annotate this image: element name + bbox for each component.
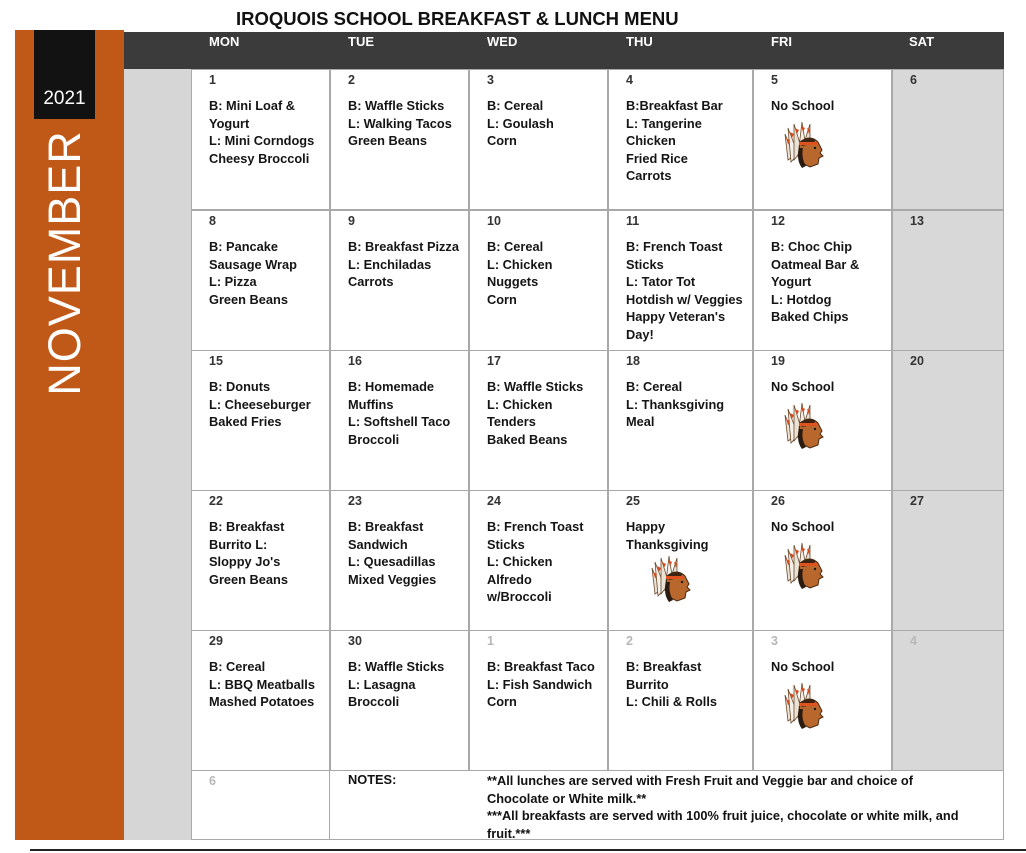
day-number: 19 [771,354,785,368]
menu-line: Mixed Veggies [348,571,437,587]
day-number: 20 [910,354,924,368]
day-number: 4 [626,73,633,87]
menu-text [348,238,466,291]
day-cell [608,210,753,351]
weekday-mon: MON [209,34,240,49]
menu-line: Broccoli [348,431,400,447]
menu-line: B: French Toast [487,519,584,534]
day-cell [330,490,469,631]
menu-text [209,238,327,308]
menu-text [771,658,889,676]
menu-line: B: Cereal [209,659,266,674]
menu-line: Meal [626,414,655,429]
menu-text [348,97,466,150]
day-number: 29 [209,634,223,648]
menu-line: Mashed Potatoes [209,694,315,709]
day-cell [753,69,892,210]
day-cell [892,350,1004,491]
menu-line: L: Cheeseburger [209,396,311,412]
menu-line: Alfredo [487,571,532,587]
day-number: 11 [626,214,640,228]
menu-line: Sticks [487,536,525,552]
menu-text [487,378,605,448]
day-cell [330,69,469,210]
mascot-logo-icon [782,401,832,451]
menu-line: B: Cereal [626,379,683,394]
menu-line: B: Breakfast Pizza [348,239,459,254]
menu-line: Burrito [626,676,669,692]
day-number: 4 [910,634,917,648]
menu-line: Baked Beans [487,431,568,447]
menu-line: B: Breakfast [209,519,285,534]
day-number: 26 [771,494,785,508]
day-number: 1 [487,634,494,648]
day-cell [608,630,753,771]
menu-line: L: Lasagna [348,676,416,692]
menu-line: Baked Chips [771,309,849,324]
menu-line: L: Chicken [487,256,553,272]
day-cell [191,210,330,351]
notes-text [487,772,997,842]
day-number: 17 [487,354,501,368]
menu-line: L: Enchiladas [348,256,432,272]
day-number: 2 [626,634,633,648]
menu-line: L: Tangerine [626,115,702,131]
menu-line: Yogurt [209,115,250,131]
mascot-logo-icon [782,120,832,170]
menu-line: L: Fish Sandwich [487,676,593,692]
day-number: 2 [348,73,355,87]
day-cell [608,69,753,210]
menu-line: Sausage Wrap [209,256,297,272]
menu-text [771,518,889,536]
menu-line: w/Broccoli [487,589,552,604]
menu-line: B: Waffle Sticks [348,98,445,113]
day-cell [191,490,330,631]
day-cell [330,630,469,771]
day-cell [469,630,608,771]
menu-line: No School [771,98,835,113]
menu-text [626,238,750,343]
menu-text [209,658,327,711]
menu-line: Happy Veteran's [626,309,726,324]
day-number: 18 [626,354,640,368]
day-cell [191,350,330,491]
weekday-wed: WED [487,34,518,49]
weekday-sat: SAT [909,34,935,49]
bottom-rule [30,849,1026,851]
day-cell [753,490,892,631]
menu-text [348,658,466,711]
menu-line: L: Mini Corndogs [209,133,315,148]
menu-line: B: Breakfast Taco [487,659,595,674]
year-box [34,30,95,119]
menu-text [626,518,750,553]
day-cell [469,350,608,491]
menu-text [487,238,605,308]
menu-line: Corn [487,694,517,709]
menu-line: Broccoli [348,694,400,709]
notes-line: **All lunches are served with Fresh Fruit and Veggie bar and choice of [487,773,913,788]
menu-line: B: Breakfast [348,519,424,534]
page-title: IROQUOIS SCHOOL BREAKFAST & LUNCH MENU [236,8,679,29]
menu-text [487,97,605,150]
menu-text [626,97,750,185]
menu-line: Green Beans [348,133,427,148]
menu-line: Muffins [348,396,394,412]
menu-line: Fried Rice [626,150,688,166]
menu-line: B: Waffle Sticks [487,379,584,394]
day-cell [330,350,469,491]
menu-text [771,238,889,326]
day-cell [469,490,608,631]
day-number: 3 [771,634,778,648]
menu-line: B: Choc Chip [771,239,853,254]
menu-text [487,518,605,606]
weekday-header-bar [124,32,1004,69]
menu-text [209,378,327,431]
menu-line: L: Tator Tot [626,274,696,289]
day-number: 15 [209,354,223,368]
day-number: 6 [209,774,216,788]
day-number: 6 [910,73,917,87]
notes-line: Chocolate or White milk.** [487,790,647,806]
menu-line: Baked Fries [209,414,282,429]
day-cell-6-dec [191,770,330,840]
year-label: 2021 [43,88,86,109]
notes-line: fruit.*** [487,825,531,841]
menu-line: No School [771,379,835,394]
menu-line: B: Homemade [348,379,435,394]
menu-line: Carrots [626,168,672,183]
menu-line: Corn [487,133,517,148]
menu-line: B: Waffle Sticks [348,659,445,674]
menu-line: Carrots [348,274,394,289]
day-number: 30 [348,634,362,648]
menu-line: Happy [626,519,666,534]
menu-line: Sticks [626,256,664,272]
mascot-logo-icon [782,541,832,591]
day-cell [892,490,1004,631]
menu-line: L: Chicken [487,554,553,569]
day-cell [608,350,753,491]
menu-text [771,378,889,396]
menu-text [209,518,327,588]
day-number: 9 [348,214,355,228]
menu-text [348,518,466,588]
month-label-wrap [39,129,91,396]
mascot-logo-icon [782,681,832,731]
menu-line: B: Breakfast [626,659,702,674]
day-number: 24 [487,494,501,508]
day-number: 3 [487,73,494,87]
weekday-thu: THU [626,34,653,49]
menu-line: L: Chicken [487,396,553,412]
menu-line: L: Thanksgiving [626,396,725,412]
day-number: 8 [209,214,216,228]
menu-line: Nuggets [487,274,539,289]
menu-line: B: French Toast [626,239,723,254]
menu-line: No School [771,519,835,534]
menu-line: L: Goulash [487,115,554,131]
menu-line: Chicken [626,133,676,148]
menu-text [771,97,889,115]
day-number: 16 [348,354,362,368]
mascot-logo-icon [649,554,699,604]
menu-text [626,378,750,431]
menu-line: Tenders [487,414,536,429]
day-cell [191,630,330,771]
day-cell [892,210,1004,351]
menu-line: L: BBQ Meatballs [209,676,315,692]
menu-line: Cheesy Broccoli [209,150,310,166]
notes-line: ***All breakfasts are served with 100% fruit juice, chocolate or white milk, and [487,808,959,823]
day-number: 1 [209,73,216,87]
menu-line: No School [771,659,835,674]
menu-text [626,658,750,711]
weekday-tue: TUE [348,34,374,49]
day-cell [191,69,330,210]
day-number: 12 [771,214,785,228]
day-number: 13 [910,214,924,228]
day-number: 23 [348,494,362,508]
menu-line: Burrito L: [209,536,268,552]
menu-line: L: Softshell Taco [348,414,451,429]
menu-line: B:Breakfast Bar [626,98,723,113]
menu-line: Corn [487,291,517,307]
menu-line: L: Quesadillas [348,554,436,569]
menu-line: Sandwich [348,536,408,552]
day-cell [753,210,892,351]
menu-line: Oatmeal Bar & [771,256,860,272]
day-cell [330,210,469,351]
menu-line: Sloppy Jo's [209,554,281,569]
menu-line: B: Pancake [209,239,278,254]
day-number: 22 [209,494,223,508]
day-number: 25 [626,494,640,508]
menu-line: L: Chili & Rolls [626,694,717,709]
notes-label: NOTES: [348,772,397,787]
menu-text [348,378,466,448]
day-cell [469,69,608,210]
menu-line: L: Pizza [209,274,257,289]
weekday-fri: FRI [771,34,792,49]
day-number: 10 [487,214,501,228]
menu-line: Green Beans [209,571,288,587]
day-cell [892,630,1004,771]
menu-line: B: Cereal [487,98,544,113]
menu-line: Day! [626,326,654,342]
menu-line: L: Walking Tacos [348,115,452,131]
menu-text [487,658,605,711]
day-cell [753,630,892,771]
menu-line: B: Mini Loaf & [209,98,296,113]
menu-line: B: Cereal [487,239,544,254]
day-cell [753,350,892,491]
menu-line: Hotdish w/ Veggies [626,291,743,307]
menu-line: Yogurt [771,274,812,289]
menu-line: B: Donuts [209,379,271,394]
day-cell [469,210,608,351]
month-label: NOVEMBER [39,129,91,396]
day-number: 27 [910,494,924,508]
menu-line: Thanksgiving [626,536,709,552]
menu-text [209,97,327,167]
day-number: 5 [771,73,778,87]
menu-line: Green Beans [209,291,288,307]
day-cell [608,490,753,631]
menu-line: L: Hotdog [771,291,832,307]
day-cell [892,69,1004,210]
